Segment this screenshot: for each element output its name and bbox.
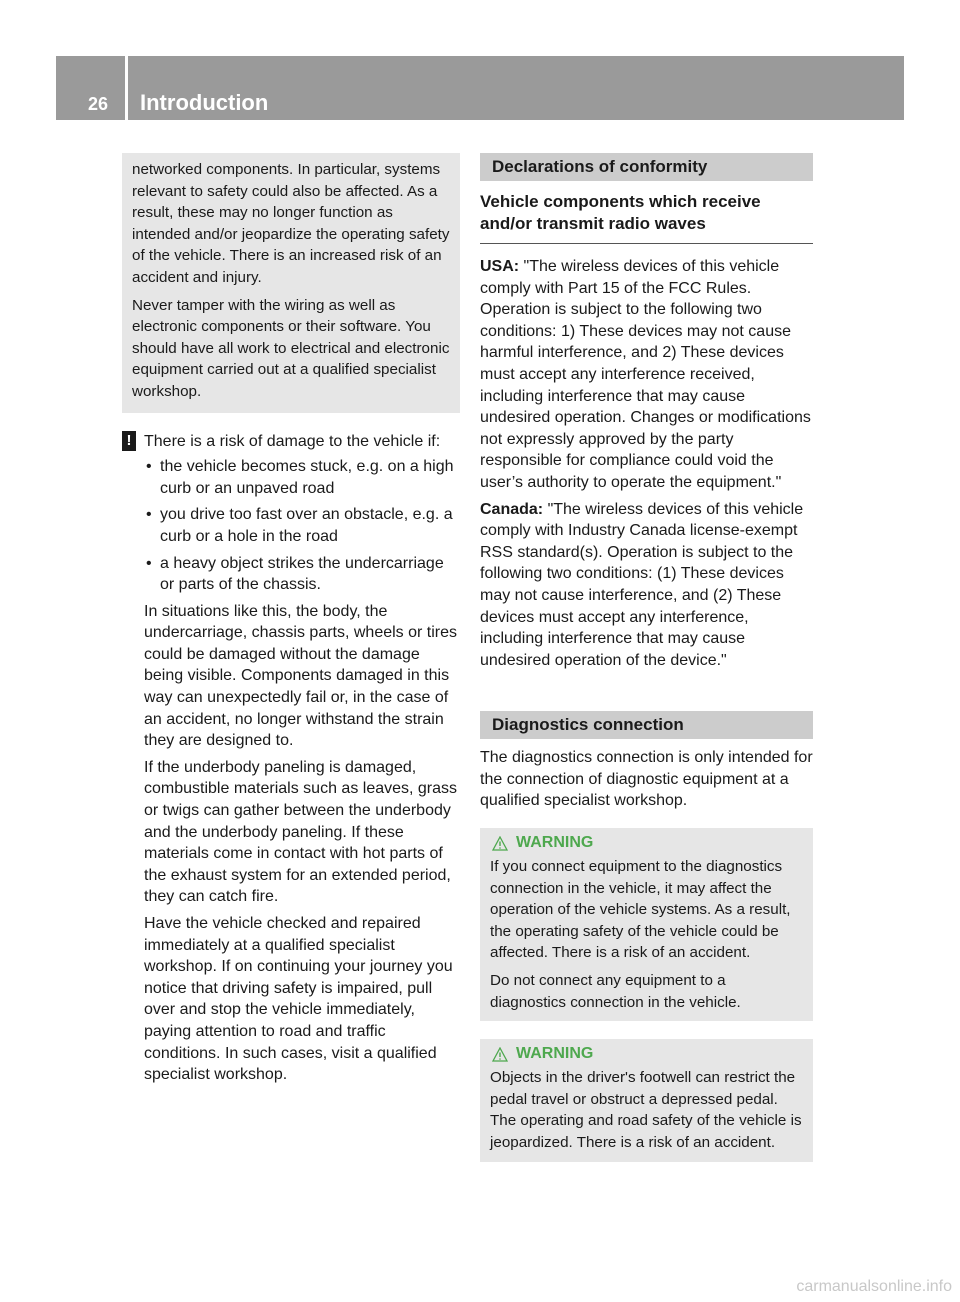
usa-text: "The wireless devices of this vehicle comply with Part 15 of the FCC Rules. Operation is subject to the following two conditions: 1) These devices may not cause harmful interference, and 2) These devices must accept any interference received, including interference that may cause undesired operation. Changes or modifications not expressly approved by the party responsible for compliance could void the user’s authority to operate the equipment." bbox=[480, 258, 811, 491]
warning-triangle-icon bbox=[492, 836, 508, 851]
bullet-icon: • bbox=[146, 554, 152, 572]
notice-paragraph: If the underbody paneling is damaged, combustible materials such as leaves, grass or twigs can gather between the underbody and the underbody paneling. If these materials come in contact with hot parts of the exhaust system for an extended period, they can catch fire. bbox=[144, 758, 458, 906]
list-item bbox=[144, 456, 460, 499]
warning-box-footwell bbox=[480, 1039, 813, 1161]
canada-label: Canada: bbox=[480, 500, 544, 518]
page-title: Introduction bbox=[140, 90, 269, 115]
list-item-text: the vehicle becomes stuck, e.g. on a high curb or an unpaved road bbox=[160, 458, 454, 497]
subheading-radio-components: Vehicle components which receive and/or transmit radio waves bbox=[480, 191, 813, 244]
warning-continuation-box bbox=[122, 153, 460, 413]
damage-notice bbox=[122, 431, 460, 453]
usa-declaration bbox=[480, 256, 813, 494]
list-item-text: a heavy object strikes the undercarriage or parts of the chassis. bbox=[160, 554, 444, 594]
warning-advice-text: Never tamper with the wiring as well as electronic components or their software. You should have all work to electrical and electronic equipment carried out at a qualified specialist workshop. bbox=[132, 296, 450, 400]
canada-text: "The wireless devices of this vehicle comply with Industry Canada license-exempt RSS standard(s). Operation is subject to the following two conditions: (1) These devices may not cause interference, and (2) These devices must accept any interference, including interference that may cause undesired operation of the device." bbox=[480, 500, 804, 669]
bullet-icon: • bbox=[146, 458, 152, 476]
warning-text: If you connect equipment to the diagnostics connection in the vehicle, it may affect the operation of the vehicle systems. As a result, the operating safety of the vehicle could be affected. There is a risk of an accident. bbox=[490, 858, 791, 962]
canada-declaration bbox=[480, 499, 813, 672]
watermark: carmanualsonline.info bbox=[796, 1278, 952, 1295]
notice-body bbox=[122, 456, 460, 1086]
warning-text: Objects in the driver's footwell can restrict the pedal travel or obstruct a depressed pedal. The operating and road safety of the vehicle is jeopardized. There is a risk of an accident. bbox=[490, 1069, 802, 1151]
notice-paragraph: In situations like this, the body, the undercarriage, chassis parts, wheels or tires could be damaged without the damage being visible. Components damaged in this way can unexpectedly fail or, in the case of an accident, no longer withstand the strain they are designed to. bbox=[144, 602, 458, 750]
bullet-icon: • bbox=[146, 506, 152, 524]
page-number: 26 bbox=[88, 94, 109, 114]
left-column bbox=[122, 153, 460, 1086]
damage-causes-list bbox=[144, 456, 460, 596]
notice-paragraph: Have the vehicle checked and repaired immediately at a qualified specialist workshop. If on continuing your journey you notice that driving safety is impaired, pull over and stop the vehicle immediately, paying attention to road and traffic conditions. In such cases, visit a qualified specialist workshop. bbox=[144, 915, 453, 1084]
list-item bbox=[144, 553, 460, 596]
notice-intro: There is a risk of damage to the vehicle if: bbox=[144, 432, 441, 450]
warning-title bbox=[490, 1043, 803, 1065]
diagnostics-intro: The diagnostics connection is only intended for the connection of diagnostic equipment at a qualified specialist workshop. bbox=[480, 749, 813, 810]
list-item-text: you drive too fast over an obstacle, e.g. a curb or a hole in the road bbox=[160, 506, 453, 545]
warning-box-diagnostics bbox=[480, 828, 813, 1021]
exclamation-icon: ! bbox=[122, 431, 136, 451]
warning-continuation-text: networked components. In particular, systems relevant to safety could also be affected. As a result, these may no longer function as intended and/or jeopardize the operating safety of the vehicle. There is an increased risk of an accident and injury. bbox=[132, 161, 450, 286]
warning-label: WARNING bbox=[516, 834, 594, 852]
section-heading-diagnostics: Diagnostics connection bbox=[480, 711, 813, 739]
warning-advice: Do not connect any equipment to a diagnostics connection in the vehicle. bbox=[490, 972, 741, 1011]
right-column bbox=[480, 153, 813, 1162]
warning-title bbox=[490, 832, 803, 854]
header-divider bbox=[125, 56, 128, 120]
warning-label: WARNING bbox=[516, 1045, 594, 1063]
warning-triangle-icon bbox=[492, 1047, 508, 1062]
usa-label: USA: bbox=[480, 258, 520, 275]
list-item bbox=[144, 504, 460, 547]
section-heading-declarations: Declarations of conformity bbox=[480, 153, 813, 181]
